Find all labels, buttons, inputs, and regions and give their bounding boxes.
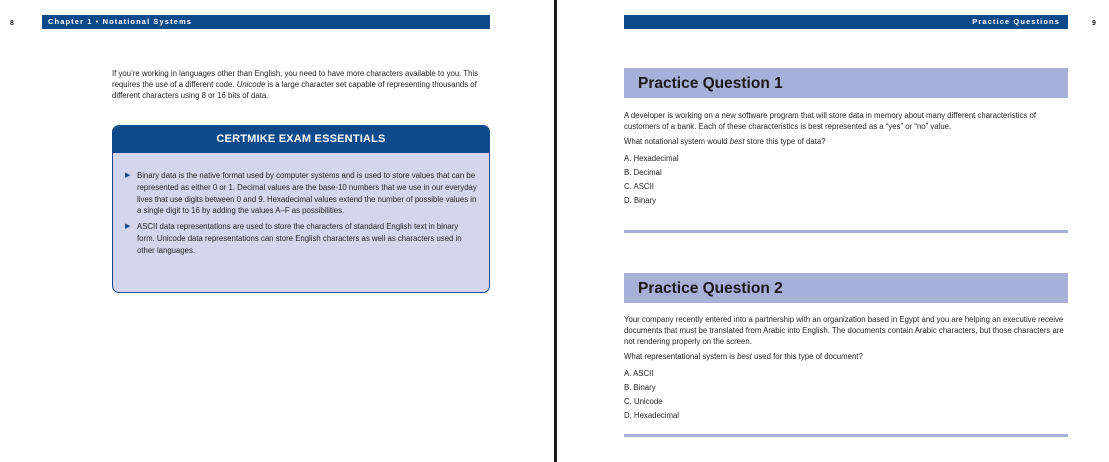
paragraph-text-start: If you’re working in languages other than English, you need to have more characters available to you. This requires the use of a different code. <box>112 69 479 89</box>
right-page <box>558 0 1109 462</box>
exam-essentials-box <box>112 125 490 293</box>
practice-question-1-title: Practice Question 1 <box>624 68 1068 98</box>
question-2-bottom-rule <box>624 434 1068 437</box>
unicode-paragraph <box>112 68 492 101</box>
question-1-scenario: A developer is working on a new software program that will store data in memory about many different characteristics of customers of a bank. Each of these characteristics is best represented as a “yes” or “no” value. <box>624 111 1036 131</box>
prompt-text-start: What notational system would <box>624 137 730 146</box>
exam-essentials-title: CERTMIKE EXAM ESSENTIALS <box>113 126 489 153</box>
essentials-item-number-systems <box>125 170 477 217</box>
paragraph-text-end: is a large character set capable of representing thousands of different characters using 8 or 16 bits of data. <box>112 80 477 100</box>
page-number-right: 9 <box>1092 20 1096 27</box>
page-spine-divider <box>554 0 557 462</box>
question-1-options <box>624 152 1068 208</box>
answer-option-c: C. Unicode <box>624 397 663 406</box>
essentials-item-character-sets <box>125 221 477 256</box>
question-2-prompt <box>624 351 1068 362</box>
prompt-text-start: What representational system is <box>624 352 738 361</box>
answer-option-a: A. Hexadecimal <box>624 154 679 163</box>
unicode-term: Unicode <box>236 80 266 89</box>
answer-option-d: D. Hexadecimal <box>624 411 680 420</box>
essentials-item-text: Binary data is the native format used by computer systems and is used to store values that can be represented as either 0 or 1. Decimal values are the base-10 numbers that we use in our everyday lives that use digits between 0 and 9. Hexadecimal values extend the number of possible values in a single digit to 16 by adding the values A–F as possibilities. <box>137 171 477 216</box>
prompt-text-end: used for this type of document? <box>751 352 863 361</box>
prompt-emphasis: best <box>737 352 752 361</box>
practice-question-1-body <box>624 110 1068 208</box>
answer-option-b: B. Decimal <box>624 168 662 177</box>
left-page <box>0 0 554 462</box>
triangle-bullet-icon: ▶ <box>125 223 131 231</box>
question-2-options <box>624 367 1068 423</box>
question-1-prompt <box>624 136 1068 147</box>
practice-question-2-title: Practice Question 2 <box>624 273 1068 303</box>
essentials-item-text: ASCII data representations are used to store the characters of standard English text in binary form. Unicode data representations can store English characters as well as characters used in other languages. <box>137 222 462 255</box>
answer-option-b: B. Binary <box>624 383 656 392</box>
answer-option-a: A. ASCII <box>624 369 654 378</box>
practice-question-2-body <box>624 314 1068 423</box>
running-head-chapter: Chapter 1 • Notational Systems <box>42 15 490 29</box>
exam-essentials-list <box>125 170 477 261</box>
prompt-emphasis: best <box>729 137 745 146</box>
triangle-bullet-icon: ▶ <box>125 172 131 179</box>
page-number-left: 8 <box>10 20 14 27</box>
answer-option-d: D. Binary <box>624 196 657 205</box>
prompt-text-end: store this type of data? <box>744 137 826 146</box>
question-2-scenario: Your company recently entered into a partnership with an organization based in Egypt and you are helping an executive receive documents that must be translated from Arabic into English. The documents contain Arabic characters, but those characters are not rendering properly on the screen. <box>624 315 1064 346</box>
answer-option-c: C. ASCII <box>624 182 654 191</box>
question-1-bottom-rule <box>624 230 1068 233</box>
running-head-practice-questions: Practice Questions <box>624 15 1068 29</box>
